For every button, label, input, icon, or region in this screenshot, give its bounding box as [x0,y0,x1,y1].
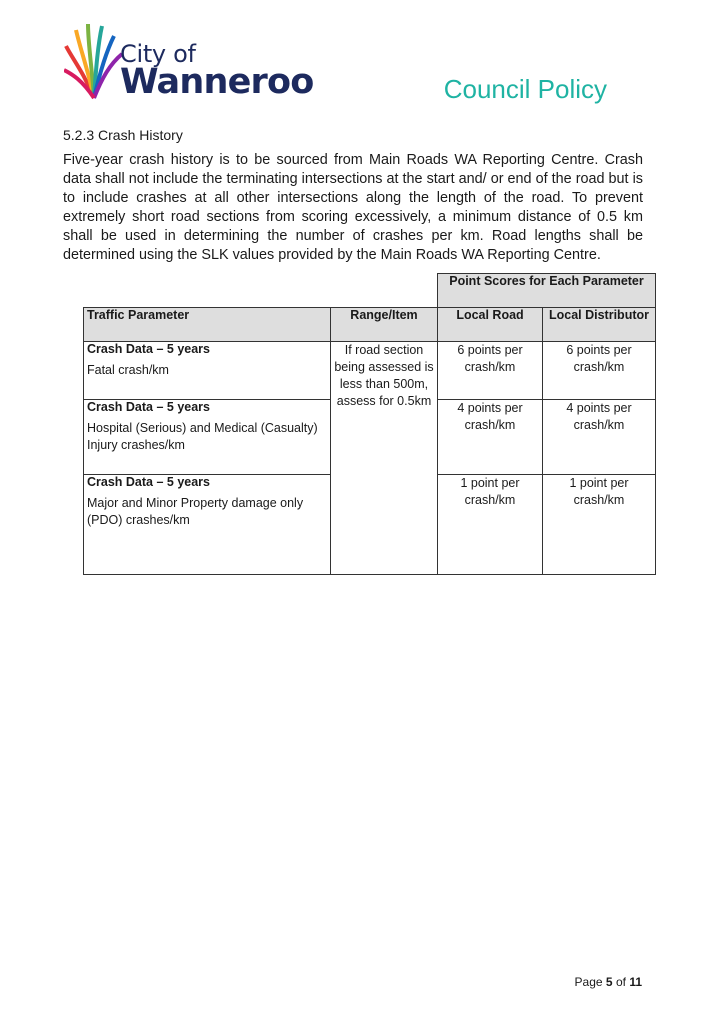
local-distributor-score: 6 points per crash/km [543,342,656,400]
local-road-score: 6 points per crash/km [438,342,543,400]
column-header-range-item: Range/Item [331,308,438,342]
local-distributor-score: 1 point per crash/km [543,475,656,575]
parameter-title: Crash Data – 5 years [87,400,210,414]
logo-text-city-of: City of [120,40,196,68]
crash-score-table [83,273,656,575]
page-total: 11 [629,975,642,989]
table-row [84,342,656,400]
table-column-header-row [84,308,656,342]
local-road-score: 4 points per crash/km [438,400,543,475]
column-header-local-road: Local Road [438,308,543,342]
column-header-traffic-parameter: Traffic Parameter [84,308,331,342]
parameter-title: Crash Data – 5 years [87,342,210,356]
logo-fan-icon [64,18,124,102]
column-header-local-distributor: Local Distributor [543,308,656,342]
local-distributor-score: 4 points per crash/km [543,400,656,475]
city-logo [64,18,314,102]
parameter-title: Crash Data – 5 years [87,475,210,489]
parameter-subtitle: Hospital (Serious) and Medical (Casualty) Injury crashes/km [87,421,318,452]
local-road-score: 1 point per crash/km [438,475,543,575]
table-blank-cell [84,274,438,308]
document-type-title: Council Policy [443,74,607,104]
traffic-parameter-cell [84,400,331,475]
traffic-parameter-cell [84,342,331,400]
page-current: 5 [605,975,613,989]
page-number-footer [575,975,642,989]
range-item-cell: If road section being assessed is less than 500m, assess for 0.5km [331,342,438,575]
point-scores-header: Point Scores for Each Parameter [438,274,656,308]
traffic-parameter-cell [84,475,331,575]
body-paragraph: Five-year crash history is to be sourced from Main Roads WA Reporting Centre. Crash data shall not include the terminating intersections at the start and/ or end of the road but is to include crashes at all other intersections along the length of the road. To prevent extremely short road sections from scoring excessively, a minimum distance of 0.5 km shall be used in determining the number of crashes per km. Road lengths shall be determined using the SLK values provided by the Main Roads WA Reporting Centre. [63,152,643,263]
table-group-header-row [84,274,656,308]
page-label: Page [574,975,603,989]
page-of-label: of [615,975,626,989]
section-heading: 5.2.3 Crash History [63,127,183,143]
parameter-subtitle: Major and Minor Property damage only (PDO) crashes/km [87,496,304,527]
parameter-subtitle: Fatal crash/km [87,363,169,377]
logo-text-wanneroo: Wanneroo [120,62,314,102]
